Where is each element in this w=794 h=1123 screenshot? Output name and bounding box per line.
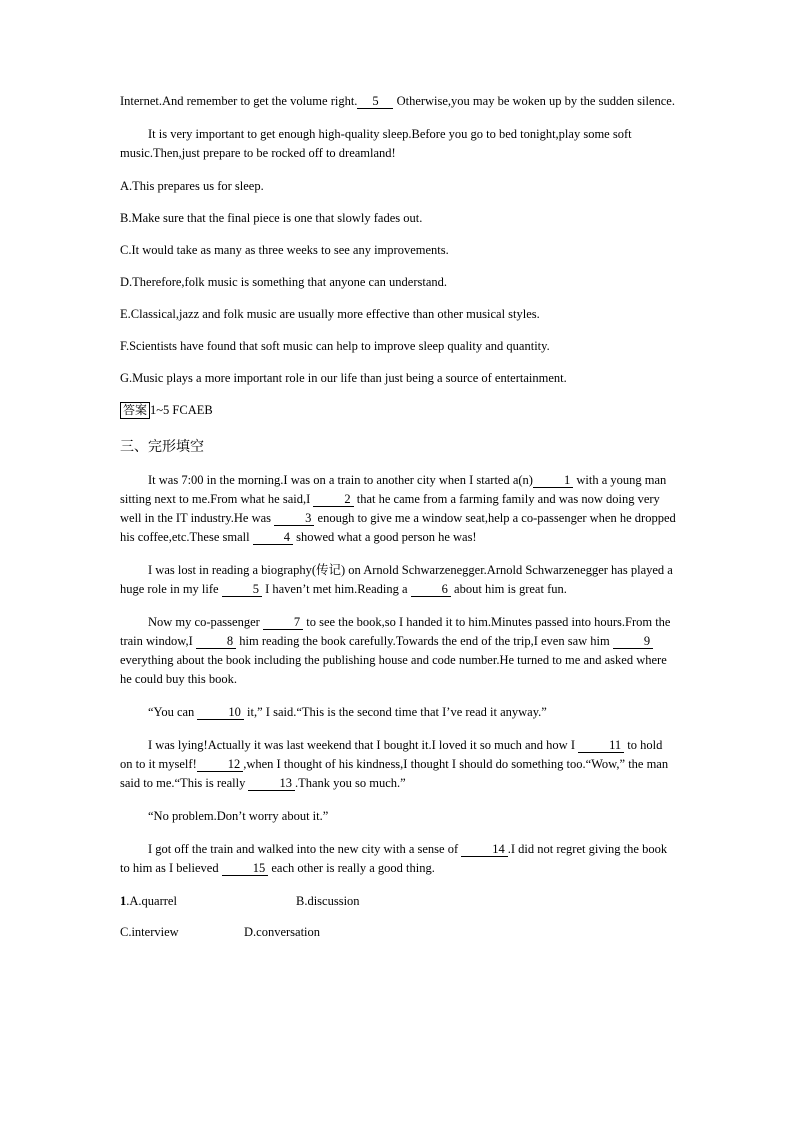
blank: 12 bbox=[197, 757, 244, 772]
blank: 6 bbox=[411, 582, 451, 597]
passage-paragraph: I was lying!Actually it was last weekend that I bought it.I loved it so much and how I 11 to hold on to it myself! 12 ,when I thought of his kindness,I thought I should do something too.“Wow,” the man said to me.“This is really 13 .Thank you so much.” bbox=[120, 738, 669, 790]
option-b: B.Make sure that the final piece is one that slowly fades out. bbox=[120, 211, 423, 225]
passage-paragraph: It was 7:00 in the morning.I was on a train to another city when I started a(n) 1 with a young man sitting next to me.From what he said,I 2 that he came from a farming family and was now doing very well in the IT industry.He was 3 enough to give me a window seat,help a co-passenger when he dropped his coffee,etc.These small 4 showed what a good person he was! bbox=[120, 473, 676, 544]
choice-c: C.interview bbox=[120, 925, 179, 939]
passage-paragraph: I was lost in reading a biography(传记) on Arnold Schwarzenegger.Arnold Schwarzenegger has played a huge role in my life 5 I haven’t met him.Reading a 6 about him is great fun. bbox=[120, 563, 673, 596]
option-e: E.Classical,jazz and folk music are usually more effective than other musical styles. bbox=[120, 307, 540, 321]
passage-paragraph: “You can 10 it,” I said.“This is the second time that I’ve read it anyway.” bbox=[148, 705, 547, 719]
blank: 14 bbox=[461, 842, 508, 857]
blank: 15 bbox=[222, 861, 269, 876]
blank: 1 bbox=[533, 473, 573, 488]
option-g: G.Music plays a more important role in our life than just being a source of entertainment. bbox=[120, 371, 567, 385]
blank: 4 bbox=[253, 530, 293, 545]
choice-d: D.conversation bbox=[244, 925, 321, 939]
blank: 13 bbox=[248, 776, 295, 791]
document-page bbox=[120, 92, 676, 954]
section-title: 三、完形填空 bbox=[120, 439, 204, 455]
option-d: D.Therefore,folk music is something that anyone can understand. bbox=[120, 275, 447, 289]
answer-label: 答案 bbox=[120, 402, 150, 419]
passage-paragraph: I got off the train and walked into the new city with a sense of 14 .I did not regret giving the book to him as I believed 15 each other is really a good thing. bbox=[120, 842, 668, 875]
passage-paragraph: Internet.And remember to get the volume right. 5 Otherwise,you may be woken up by the sudden silence. bbox=[120, 94, 675, 108]
option-f: F.Scientists have found that soft music can help to improve sleep quality and quantity. bbox=[120, 339, 550, 353]
option-c: C.It would take as many as three weeks to see any improvements. bbox=[120, 243, 449, 257]
blank: 11 bbox=[578, 738, 624, 753]
option-a: A.This prepares us for sleep. bbox=[120, 179, 264, 193]
blank: 8 bbox=[196, 634, 236, 649]
question-1-row-1 bbox=[120, 892, 676, 911]
choice-a: .A.quarrel bbox=[126, 894, 177, 908]
question-number: 1 bbox=[120, 894, 127, 908]
blank: 2 bbox=[313, 492, 353, 507]
passage-paragraph: Now my co-passenger 7 to see the book,so I handed it to him.Minutes passed into hours.From the train window,I 8 him reading the book carefully.Towards the end of the trip,I even saw him 9 everything about the book including the publishing house and code number.He turned to me and asked where he could buy this book. bbox=[120, 615, 671, 686]
choice-b: B.discussion bbox=[296, 894, 360, 908]
blank: 5 bbox=[357, 94, 393, 109]
blank: 7 bbox=[263, 615, 303, 630]
blank: 9 bbox=[613, 634, 653, 649]
answer-text: 1~5 FCAEB bbox=[150, 403, 213, 417]
passage-paragraph: “No problem.Don’t worry about it.” bbox=[148, 809, 329, 823]
passage-paragraph: It is very important to get enough high-quality sleep.Before you go to bed tonight,play some soft music.Then,just prepare to be rocked off to dreamland! bbox=[120, 127, 632, 160]
blank: 3 bbox=[274, 511, 314, 526]
blank: 10 bbox=[197, 705, 244, 720]
answer-line bbox=[120, 401, 676, 420]
blank: 5 bbox=[222, 582, 262, 597]
question-1-row-2 bbox=[120, 923, 676, 942]
